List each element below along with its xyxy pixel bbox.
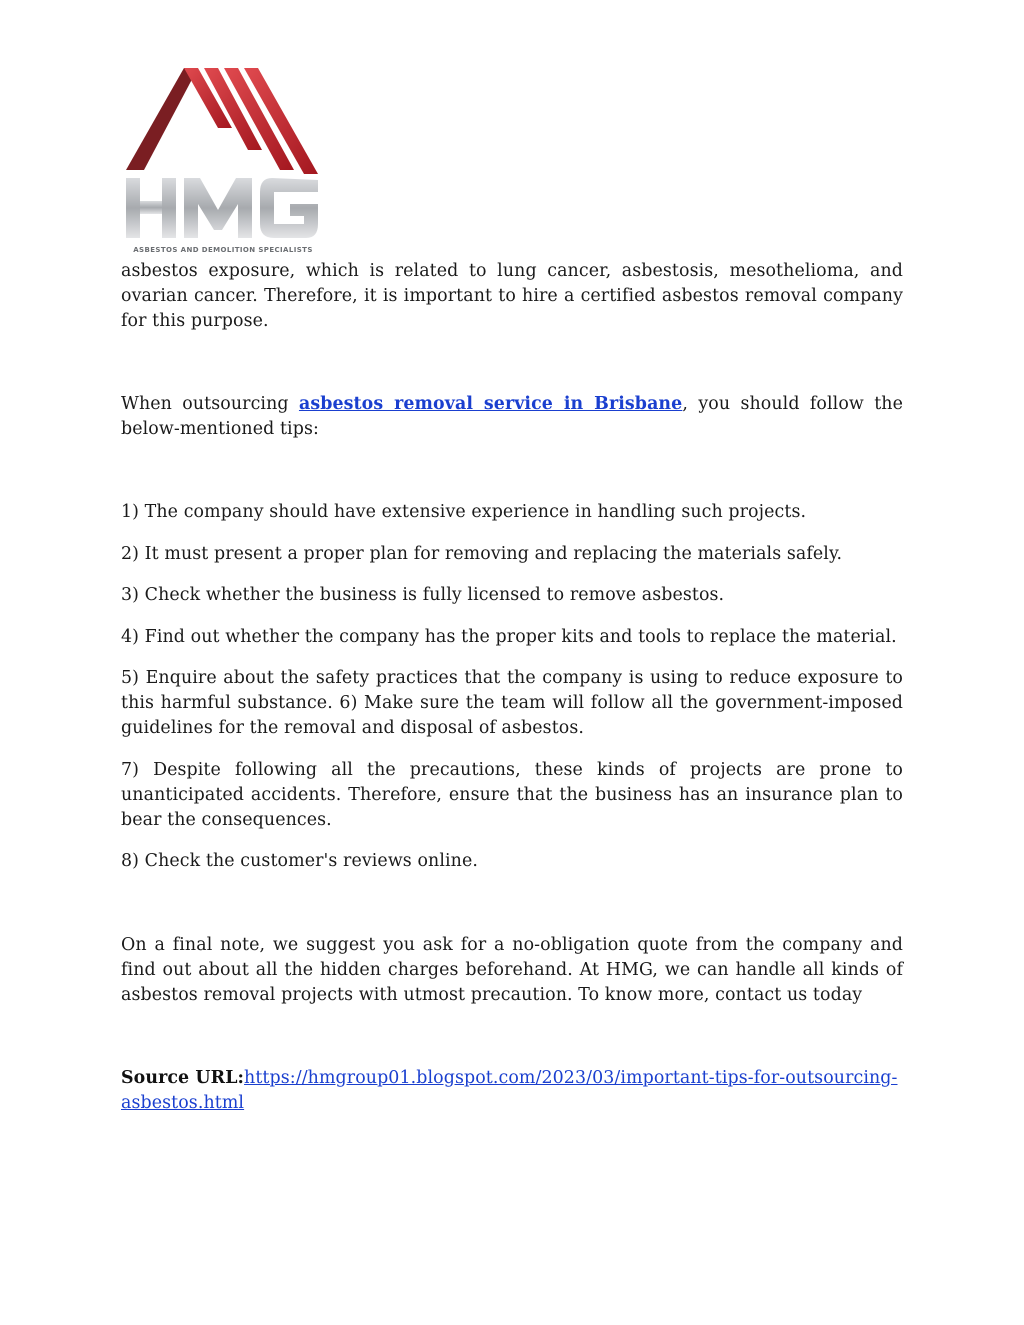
tips-list: [121, 500, 903, 874]
outsourcing-after: , you should follow the below-mentioned tips:: [121, 394, 903, 439]
document-body: [121, 259, 903, 1116]
outsourcing-paragraph: [121, 392, 903, 442]
source-label: Source URL:: [121, 1067, 245, 1088]
tip-item: 8) Check the customer's reviews online.: [121, 851, 478, 871]
final-note-paragraph: On a final note, we suggest you ask for a no-obligation quote from the company and find out about all the hidden charges beforehand. At HMG, we can handle all kinds of asbestos removal projects with utmost precaution. To know more, contact us today: [121, 934, 903, 1005]
source-url-link[interactable]: https://hmgroup01.blogspot.com/2023/03/important-tips-for-outsourcing-asbestos.html: [121, 1067, 898, 1113]
hmg-logo: [122, 62, 324, 258]
logo-tagline: ASBESTOS AND DEMOLITION SPECIALISTS: [133, 246, 313, 254]
tip-item: 3) Check whether the business is fully licensed to remove asbestos.: [121, 585, 725, 605]
tip-item: 7) Despite following all the precautions, these kinds of projects are prone to unanticipated accidents. Therefore, ensure that the business has an insurance plan to bear the consequences.: [121, 759, 903, 830]
asbestos-removal-link[interactable]: asbestos removal service in Brisbane: [298, 394, 683, 414]
tip-item: 2) It must present a proper plan for removing and replacing the materials safely.: [121, 543, 843, 564]
tip-item: 1) The company should have extensive experience in handling such projects.: [121, 502, 807, 522]
source-line: [121, 1066, 903, 1116]
tip-item: 4) Find out whether the company has the proper kits and tools to replace the material.: [121, 626, 897, 647]
outsourcing-before: When outsourcing: [121, 394, 299, 414]
tip-item: 5) Enquire about the safety practices that the company is using to reduce exposure to this harmful substance. 6) Make sure the team will follow all the government-imposed guidelines for the removal and disposal of asbestos.: [121, 668, 903, 738]
intro-paragraph: asbestos exposure, which is related to lung cancer, asbestosis, mesothelioma, and ovarian cancer. Therefore, it is important to hire a certified asbestos removal company for this purpose.: [121, 261, 903, 331]
